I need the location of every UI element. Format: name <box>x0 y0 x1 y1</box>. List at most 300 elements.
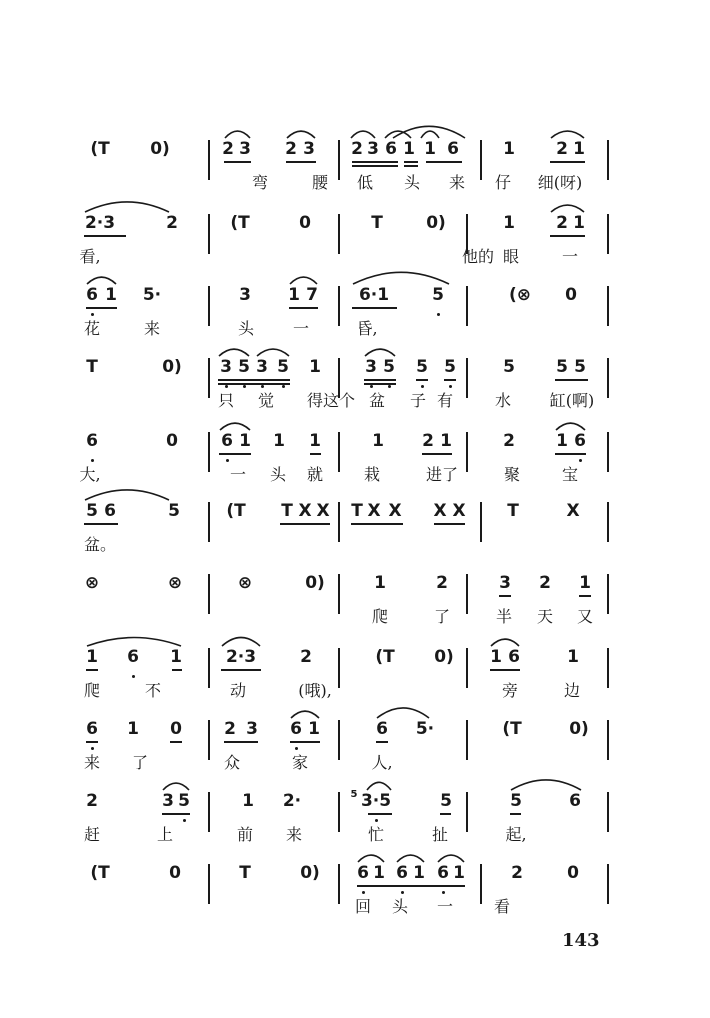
octave-dot <box>226 459 229 462</box>
octave-dot <box>449 385 452 388</box>
barline <box>466 432 468 472</box>
barline <box>338 648 340 688</box>
note: 2 <box>503 431 515 451</box>
barline <box>208 648 210 688</box>
note: 6 <box>86 431 98 451</box>
barline <box>466 720 468 760</box>
octave-dot <box>442 891 445 894</box>
lyric: 水 <box>494 391 512 410</box>
note: 1 <box>573 213 585 233</box>
beam-line <box>224 161 251 163</box>
note: 6 <box>396 863 408 883</box>
beam-line <box>290 741 320 743</box>
barline <box>338 214 340 254</box>
note: 3 <box>499 573 511 593</box>
octave-dot <box>295 747 298 750</box>
octave-dot <box>225 385 228 388</box>
note: 1 <box>440 431 452 451</box>
beam-line <box>162 813 190 815</box>
beam-line <box>224 741 258 743</box>
beam-line <box>84 235 126 237</box>
note: 6 <box>569 791 581 811</box>
lyric: 头 <box>403 173 421 192</box>
note: 1 <box>288 285 300 305</box>
beam-line <box>219 453 251 455</box>
note: 2 <box>539 573 551 593</box>
lyric: 细(呀) <box>537 173 583 192</box>
note: 0) <box>569 719 589 739</box>
lyric: 动 <box>229 681 247 700</box>
note: 7 <box>306 285 318 305</box>
note: X <box>388 501 402 521</box>
barline <box>480 140 482 180</box>
note: X <box>452 501 466 521</box>
note: 1 <box>403 139 415 159</box>
slur-arc <box>490 637 520 647</box>
note: 1 <box>567 647 579 667</box>
beam-line <box>364 379 396 381</box>
lyric: 扯 <box>431 825 449 844</box>
slur-arc <box>364 347 396 357</box>
lyric: 低 <box>356 173 374 192</box>
lyric: 回 <box>354 897 372 916</box>
note: (T <box>90 139 110 159</box>
score-row <box>0 790 710 860</box>
octave-dot <box>183 819 186 822</box>
note: 2 <box>351 139 363 159</box>
note: 6 <box>86 719 98 739</box>
octave-dot <box>91 747 94 750</box>
slur-arc <box>286 129 316 139</box>
beam-line <box>422 453 452 455</box>
note: 0 <box>169 863 181 883</box>
note: (T <box>375 647 395 667</box>
barline <box>607 286 609 326</box>
note: 3 <box>256 357 268 377</box>
barline <box>607 792 609 832</box>
slur-arc <box>84 487 170 501</box>
note: X <box>298 501 312 521</box>
beam-line <box>416 379 428 381</box>
lyric: 就 <box>306 465 324 484</box>
slur-arc <box>221 635 261 647</box>
note: 2 <box>556 213 568 233</box>
lyric: 爬 <box>371 607 389 626</box>
barline <box>338 286 340 326</box>
note: T <box>507 501 519 521</box>
note: 5 <box>510 791 522 811</box>
lyric: 进了 <box>425 465 459 484</box>
note: 1 <box>374 573 386 593</box>
barline <box>466 574 468 614</box>
barline <box>208 214 210 254</box>
note: 3 <box>220 357 232 377</box>
slur-arc <box>555 421 586 431</box>
lyric: 得这个 <box>306 391 356 410</box>
lyric: 头 <box>237 319 255 338</box>
barline <box>480 864 482 904</box>
note: 1 <box>503 213 515 233</box>
note: 1 <box>372 431 384 451</box>
note: 0) <box>434 647 454 667</box>
lyric: 一 <box>292 319 310 338</box>
note: (⊗ <box>508 285 532 305</box>
note: 5 <box>432 285 444 305</box>
note: 3 <box>239 139 251 159</box>
score-row <box>0 138 710 208</box>
lyric: 赶 <box>83 825 101 844</box>
beam-line <box>86 307 117 309</box>
octave-dot <box>91 459 94 462</box>
octave-dot <box>91 313 94 316</box>
slur-arc <box>392 123 466 139</box>
slur-arc <box>86 275 117 285</box>
note: 0 <box>170 719 182 739</box>
beam-line <box>434 523 465 525</box>
note: 0 <box>299 213 311 233</box>
barline <box>338 502 340 542</box>
beam-line <box>280 523 330 525</box>
beam-line <box>376 741 388 743</box>
octave-dot <box>362 891 365 894</box>
note: T <box>86 357 98 377</box>
beam-line <box>172 669 182 671</box>
barline <box>607 358 609 398</box>
note: 6 <box>574 431 586 451</box>
note: 5 <box>168 501 180 521</box>
note: 2 <box>422 431 434 451</box>
lyric: 腰 <box>311 173 329 192</box>
note: 5 <box>86 501 98 521</box>
lyric: 前 <box>236 825 254 844</box>
note: 5 <box>277 357 289 377</box>
note: 1 <box>170 647 182 667</box>
note: 3 <box>162 791 174 811</box>
lyric: 盆 <box>368 391 386 410</box>
note: 5 <box>503 357 515 377</box>
barline <box>208 792 210 832</box>
beam-line <box>286 161 316 163</box>
barline <box>208 864 210 904</box>
lyric: (哦), <box>298 681 332 700</box>
score-row <box>0 284 710 354</box>
barline <box>208 502 210 542</box>
octave-dot <box>370 385 373 388</box>
octave-dot <box>375 819 378 822</box>
lyric: 头 <box>391 897 409 916</box>
barline <box>338 140 340 180</box>
octave-dot <box>388 385 391 388</box>
barline <box>338 432 340 472</box>
slur-arc <box>550 129 585 139</box>
lyric: 半 <box>495 607 513 626</box>
note: 0 <box>567 863 579 883</box>
slur-arc <box>289 275 318 285</box>
grace-note: 5 <box>350 789 358 800</box>
slur-arc <box>256 347 290 357</box>
barline <box>208 432 210 472</box>
beam-line <box>310 453 321 455</box>
note: 5 <box>440 791 452 811</box>
beam-line <box>352 161 398 163</box>
note: X <box>316 501 330 521</box>
lyric: 不 <box>144 681 162 700</box>
note: 2·3 <box>84 213 116 233</box>
beam-line <box>579 595 591 597</box>
octave-dot <box>282 385 285 388</box>
note: X <box>433 501 447 521</box>
note: 1 <box>86 647 98 667</box>
lyric: 弯 <box>251 173 269 192</box>
octave-dot <box>579 459 582 462</box>
note: 5· <box>415 719 435 739</box>
note: 1 <box>127 719 139 739</box>
slur-arc <box>357 853 385 863</box>
lyric: 来 <box>83 753 101 772</box>
slur-arc <box>224 129 251 139</box>
note: ⊗ <box>84 573 100 593</box>
beam-line <box>289 307 318 309</box>
barline <box>208 720 210 760</box>
beam-line <box>357 885 465 887</box>
octave-dot <box>243 385 246 388</box>
barline <box>480 502 482 542</box>
note: 3 <box>365 357 377 377</box>
beam-line <box>499 595 511 597</box>
note: 6 <box>508 647 520 667</box>
lyric: 眼 <box>502 247 520 266</box>
barline <box>338 720 340 760</box>
lyric: 又 <box>576 607 594 626</box>
note: 1 <box>413 863 425 883</box>
lyric: 宝 <box>561 465 579 484</box>
note: X <box>566 501 580 521</box>
slur-arc <box>350 129 376 139</box>
beam-line <box>86 669 98 671</box>
beam-line <box>84 523 118 525</box>
barline <box>208 358 210 398</box>
note: 5 <box>178 791 190 811</box>
lyric: 大, <box>79 465 101 484</box>
note: 6 <box>290 719 302 739</box>
note: 5· <box>142 285 162 305</box>
slur-arc <box>352 269 450 285</box>
note: 6 <box>104 501 116 521</box>
note: 0) <box>426 213 446 233</box>
octave-dot <box>132 675 135 678</box>
note: 3·5 <box>360 791 392 811</box>
barline <box>208 140 210 180</box>
barline <box>607 648 609 688</box>
lyric: 有 <box>436 391 454 410</box>
note: T <box>351 501 363 521</box>
note: 2 <box>300 647 312 667</box>
lyric: 觉 <box>257 391 275 410</box>
note: (T <box>226 501 246 521</box>
lyric: 仔 <box>494 173 512 192</box>
lyric: 一 <box>436 897 454 916</box>
beam-line <box>352 307 397 309</box>
note: 6 <box>357 863 369 883</box>
lyric: 上 <box>156 825 174 844</box>
beam-line <box>351 523 403 525</box>
note: 2 <box>556 139 568 159</box>
note: 6 <box>447 139 459 159</box>
lyric: 子 <box>409 391 427 410</box>
beam-line <box>170 741 182 743</box>
note: 2·3 <box>225 647 257 667</box>
beam-line <box>440 813 451 815</box>
note: 1 <box>309 357 321 377</box>
octave-dot <box>421 385 424 388</box>
slur-arc <box>218 347 250 357</box>
lyric: 来 <box>143 319 161 338</box>
score-row <box>0 862 710 932</box>
lyric: 他的 <box>461 247 495 266</box>
note: 2 <box>166 213 178 233</box>
note: (T <box>90 863 110 883</box>
slur-arc <box>219 421 251 431</box>
barline <box>607 140 609 180</box>
beam-line <box>404 165 418 167</box>
lyric: 天 <box>536 607 554 626</box>
note: 1 <box>424 139 436 159</box>
note: ⊗ <box>167 573 183 593</box>
barline <box>607 720 609 760</box>
note: 1 <box>308 719 320 739</box>
note: 3 <box>367 139 379 159</box>
barline <box>338 864 340 904</box>
barline <box>466 648 468 688</box>
note: 6·1 <box>358 285 390 305</box>
note: 1 <box>239 431 251 451</box>
note: 6 <box>221 431 233 451</box>
barline <box>338 792 340 832</box>
lyric: 昏, <box>356 319 378 338</box>
lyric: 众 <box>223 753 241 772</box>
slur-arc <box>86 635 182 647</box>
beam-line <box>444 379 456 381</box>
lyric: 一 <box>229 465 247 484</box>
note: 3 <box>303 139 315 159</box>
note: 1 <box>309 431 321 451</box>
lyric: 旁 <box>501 681 519 700</box>
note: (T <box>230 213 250 233</box>
page-number: 143 <box>562 930 600 951</box>
note: 6 <box>86 285 98 305</box>
note: 2 <box>86 791 98 811</box>
beam-line <box>352 165 398 167</box>
score-row <box>0 500 710 570</box>
note: 5 <box>416 357 428 377</box>
slur-arc <box>510 777 582 791</box>
note: 2· <box>282 791 302 811</box>
note: 5 <box>556 357 568 377</box>
lyric: 了 <box>433 607 451 626</box>
lyric: 缸(啊) <box>549 391 595 410</box>
beam-line <box>221 669 261 671</box>
note: 5 <box>238 357 250 377</box>
note: T <box>371 213 383 233</box>
lyric: 人, <box>371 753 393 772</box>
note: T <box>281 501 293 521</box>
score-row <box>0 356 710 426</box>
beam-line <box>555 453 586 455</box>
lyric: 了 <box>131 753 149 772</box>
note: 2 <box>285 139 297 159</box>
beam-line <box>550 161 585 163</box>
octave-dot <box>437 313 440 316</box>
barline <box>607 574 609 614</box>
lyric: 家 <box>291 753 309 772</box>
note: ⊗ <box>237 573 253 593</box>
beam-line <box>218 379 290 381</box>
note: 0 <box>565 285 577 305</box>
lyric: 起, <box>505 825 527 844</box>
score-row <box>0 646 710 716</box>
barline <box>607 214 609 254</box>
note: 0) <box>162 357 182 377</box>
octave-dot <box>401 891 404 894</box>
note: 2 <box>436 573 448 593</box>
beam-line <box>490 669 520 671</box>
note: 5 <box>574 357 586 377</box>
lyric: 来 <box>448 173 466 192</box>
score-row <box>0 718 710 788</box>
note: 0) <box>150 139 170 159</box>
lyric: 来 <box>285 825 303 844</box>
note: 6 <box>127 647 139 667</box>
beam-line <box>86 741 98 743</box>
lyric: 忙 <box>367 825 385 844</box>
lyric: 盆。 <box>83 535 117 554</box>
slur-arc <box>366 780 392 791</box>
barline <box>338 574 340 614</box>
slur-arc <box>162 781 190 791</box>
note: 1 <box>503 139 515 159</box>
note: 1 <box>453 863 465 883</box>
note: 1 <box>556 431 568 451</box>
note: 0) <box>300 863 320 883</box>
beam-line <box>555 379 588 381</box>
slur-arc <box>437 853 465 863</box>
beam-line <box>368 813 392 815</box>
barline <box>607 864 609 904</box>
slur-arc <box>84 199 170 213</box>
note: 6 <box>385 139 397 159</box>
note: 5 <box>444 357 456 377</box>
barline <box>208 286 210 326</box>
slur-arc <box>550 203 585 213</box>
barline <box>208 574 210 614</box>
lyric: 看 <box>493 897 511 916</box>
lyric: 花 <box>83 319 101 338</box>
lyric: 聚 <box>503 465 521 484</box>
note: 2 <box>511 863 523 883</box>
octave-dot <box>261 385 264 388</box>
note: 1 <box>242 791 254 811</box>
note: 6 <box>437 863 449 883</box>
beam-line <box>364 383 396 385</box>
note: 1 <box>273 431 285 451</box>
note: 0) <box>305 573 325 593</box>
note: X <box>367 501 381 521</box>
note: 2 <box>224 719 236 739</box>
note: 0 <box>166 431 178 451</box>
note: 1 <box>105 285 117 305</box>
slur-arc <box>376 705 430 719</box>
note: 1 <box>573 139 585 159</box>
